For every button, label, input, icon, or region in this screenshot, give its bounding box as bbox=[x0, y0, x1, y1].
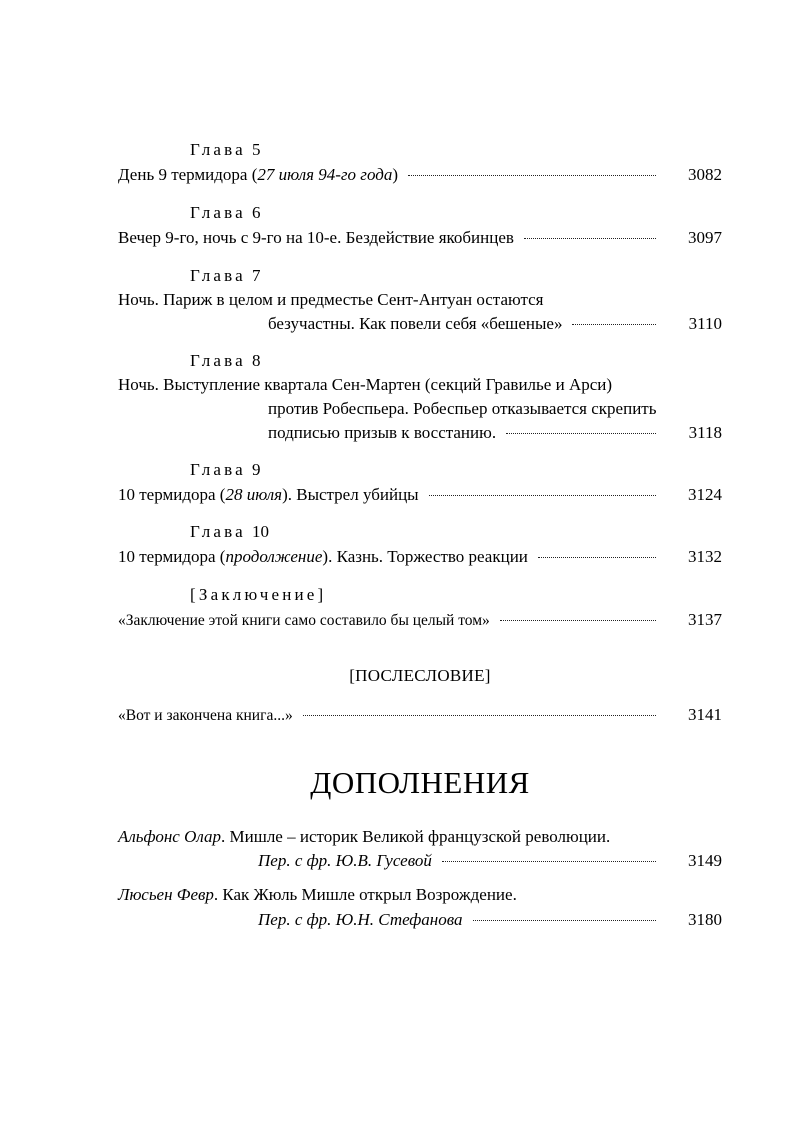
toc-entry-supplement-2[interactable] bbox=[258, 910, 722, 930]
page-number: 3149 bbox=[688, 851, 722, 870]
page-number: 3082 bbox=[688, 165, 722, 184]
page-number: 3141 bbox=[688, 705, 722, 724]
toc-entry-title: 10 термидора (28 июля). Выстрел убийцы bbox=[118, 485, 419, 504]
toc-entry-afterword[interactable] bbox=[118, 705, 722, 726]
chapter-8-label: Глава 8 bbox=[190, 351, 261, 370]
page-number: 3132 bbox=[688, 547, 722, 566]
author-name: Люсьен Февр bbox=[118, 885, 214, 904]
translator-credit: Пер. с фр. Ю.Н. Стефанова bbox=[258, 910, 463, 929]
toc-entry-chapter-9[interactable] bbox=[118, 485, 722, 505]
translator-credit: Пер. с фр. Ю.В. Гусевой bbox=[258, 851, 432, 870]
toc-entry-chapter-7[interactable] bbox=[268, 314, 722, 334]
toc-entry-line: против Робеспьера. Робеспьер отказывается скрепить bbox=[268, 399, 657, 418]
toc-entry-line: Ночь. Париж в целом и предместье Сент-Антуан остаются bbox=[118, 290, 544, 309]
chapter-9-label: Глава 9 bbox=[190, 460, 261, 479]
dot-leader bbox=[473, 920, 656, 921]
dot-leader bbox=[506, 433, 656, 434]
toc-entry-title: 10 термидора (продолжение). Казнь. Торжество реакции bbox=[118, 547, 528, 566]
page-number: 3180 bbox=[688, 910, 722, 929]
toc-entry-title: «Заключение этой книги само составило бы целый том» bbox=[118, 612, 490, 629]
toc-entry-title: День 9 термидора (27 июля 94-го года) bbox=[118, 165, 398, 184]
toc-entry-supplement-1[interactable] bbox=[258, 851, 722, 871]
dot-leader bbox=[538, 557, 656, 558]
dot-leader bbox=[429, 495, 656, 496]
dot-leader bbox=[572, 324, 656, 325]
chapter-6-label: Глава 6 bbox=[190, 203, 261, 222]
page-number: 3110 bbox=[688, 314, 722, 333]
dot-leader bbox=[303, 715, 656, 716]
toc-entry-line: Ночь. Выступление квартала Сен-Мартен (секций Гравилье и Арси) bbox=[118, 375, 613, 394]
page-number: 3097 bbox=[688, 228, 722, 247]
supplement-2-line: Люсьен Февр. Как Жюль Мишле открыл Возрождение. bbox=[118, 885, 517, 904]
toc-entry-chapter-6[interactable] bbox=[118, 228, 722, 248]
toc-entry-chapter-5[interactable] bbox=[118, 165, 722, 185]
conclusion-label: [Заключение] bbox=[190, 585, 327, 604]
toc-entry-title: безучастны. Как повели себя «бешеные» bbox=[268, 314, 563, 333]
dot-leader bbox=[500, 620, 656, 621]
dot-leader bbox=[408, 175, 656, 176]
toc-entry-title: Вечер 9-го, ночь с 9-го на 10-е. Бездействие якобинцев bbox=[118, 228, 514, 247]
page-number: 3118 bbox=[688, 423, 722, 442]
dot-leader bbox=[524, 238, 656, 239]
chapter-10-label: Глава 10 bbox=[190, 522, 269, 541]
dot-leader bbox=[442, 861, 656, 862]
toc-entry-chapter-10[interactable] bbox=[118, 547, 722, 567]
toc-entry-title: подписью призыв к восстанию. bbox=[268, 423, 497, 442]
page-number: 3124 bbox=[688, 485, 722, 504]
page-number: 3137 bbox=[688, 610, 722, 629]
toc-entry-chapter-8[interactable] bbox=[268, 423, 722, 443]
chapter-7-label: Глава 7 bbox=[190, 266, 261, 285]
supplements-heading: ДОПОЛНЕНИЯ bbox=[310, 765, 530, 800]
supplement-1-line: Альфонс Олар. Мишле – историк Великой французской революции. bbox=[118, 827, 611, 846]
toc-entry-title: «Вот и закончена книга...» bbox=[118, 707, 293, 724]
chapter-5-label: Глава 5 bbox=[190, 140, 261, 159]
toc-entry-conclusion[interactable] bbox=[118, 610, 722, 631]
afterword-heading: [ПОСЛЕСЛОВИЕ] bbox=[349, 666, 491, 685]
author-name: Альфонс Олар bbox=[118, 827, 222, 846]
